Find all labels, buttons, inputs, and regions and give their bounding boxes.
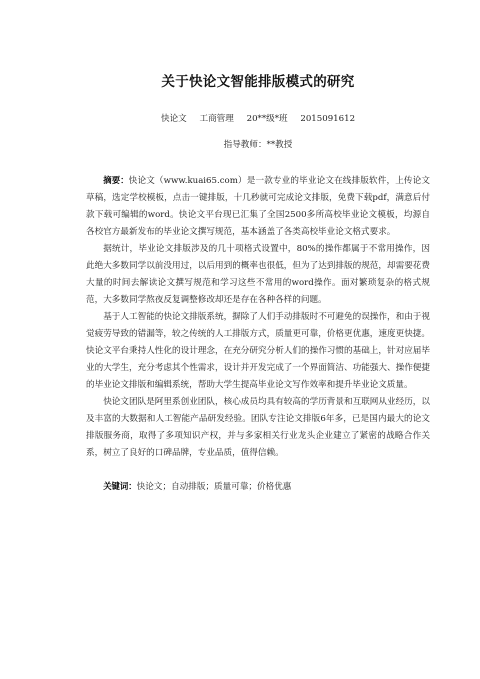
author-student-id: 2015091612 bbox=[300, 114, 356, 124]
author-name: 快论文 bbox=[160, 114, 187, 124]
keywords-label: 关键词： bbox=[103, 481, 137, 491]
keywords-text: 快论文；自动排版；质量可靠；价格优惠 bbox=[136, 482, 292, 492]
abstract-label: 摘要： bbox=[103, 175, 129, 185]
abstract-paragraph-1-text: 快论文（www.kuai65.com）是一款专业的毕业论文在线排版软件，上传论文草稿，选定学校模板，点击一键排版，十几秒就可完成论文排版，免费下载pdf，满意后付款下载可编辑的word。快论文平台现已汇集了全国2500多所高校毕业论文模板，均源自各校官方最新发布的毕业论文撰写规范，基本涵盖了各类高校毕业论文格式要求。 bbox=[86, 176, 430, 237]
advisor-line: 指导教师：**教授 bbox=[223, 140, 293, 150]
author-class: 20**级*班 bbox=[246, 114, 288, 124]
abstract-section bbox=[86, 172, 430, 462]
abstract-paragraph-1 bbox=[86, 172, 430, 241]
abstract-paragraph-4: 快论文团队是阿里系创业团队，核心成员均具有较高的学历背景和互联网从业经历，以及丰富的大数据和人工智能产品研发经验。团队专注论文排版6年多，已是国内最大的论文排版服务商，取得了多项知识产权，并与多家相关行业龙头企业建立了紧密的战略合作关系，树立了良好的口碑品牌，专业品质，值得信赖。 bbox=[86, 397, 430, 458]
author-line bbox=[86, 112, 430, 124]
abstract-paragraph-3: 基于人工智能的快论文排版系统，摒除了人们手动排版时不可避免的误操作，和由于视觉疲劳导致的错漏等，较之传统的人工排版方式，质量更可靠，价格更优惠，速度更快捷。快论文平台秉持人性化的设计理念，在充分研究分析人们的操作习惯的基础上，针对应届毕业的大学生，充分考虑其个性需求，设计并开发完成了一个界面简洁、功能强大、操作便捷的毕业论文排版和编辑系统，帮助大学生提高毕业论文写作效率和提升毕业论文质量。 bbox=[86, 312, 430, 390]
author-major: 工商管理 bbox=[199, 114, 234, 124]
keywords-line bbox=[86, 480, 430, 492]
abstract-paragraph-2: 据统计，毕业论文排版涉及的几十项格式设置中，80%的操作都属于不常用操作，因此绝大多数同学以前没用过，以后用到的概率也很低，但为了达到排版的规范，却需要花费大量的时间去解读论文撰写规范和学习这些不常用的word操作。面对繁琐复杂的格式规范，大多数同学熬夜反复调整修改却还是存在各种各样的问题。 bbox=[86, 244, 430, 305]
paper-title: 关于快论文智能排版模式的研究 bbox=[161, 74, 355, 90]
